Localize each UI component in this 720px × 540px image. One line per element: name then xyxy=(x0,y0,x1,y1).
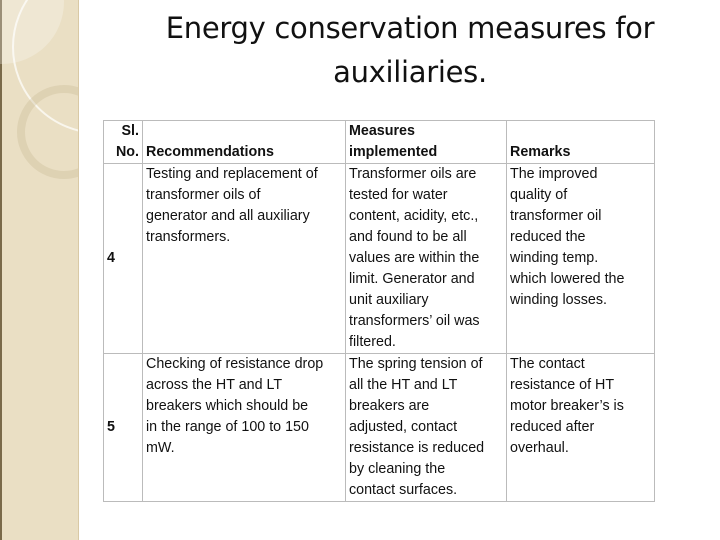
header-measures: Measures implemented xyxy=(346,121,507,164)
measures-cell: The spring tension of all the HT and LT breakers are adjusted, contact resistance is reduced by cleaning the contact surfaces. xyxy=(346,354,507,502)
table-header-row xyxy=(104,121,655,164)
remarks-cell: The contact resistance of HT motor breaker’s is reduced after overhaul. xyxy=(507,354,655,502)
recommendation-cell: Testing and replacement of transformer oils of generator and all auxiliary transformers. xyxy=(143,164,346,354)
decorative-side-strip xyxy=(0,0,79,540)
measures-cell: Transformer oils are tested for water content, acidity, etc., and found to be all values are within the limit. Generator and unit auxiliary transformers’ oil was filtered. xyxy=(346,164,507,354)
sl-no-cell: 4 xyxy=(104,164,143,354)
table-row xyxy=(104,164,655,354)
slide-title: Energy conservation measures for auxiliaries. xyxy=(165,11,655,89)
header-sl-no: Sl. No. xyxy=(104,121,143,164)
remarks-cell: The improved quality of transformer oil reduced the winding temp. which lowered the winding losses. xyxy=(507,164,655,354)
sl-no-cell: 5 xyxy=(104,354,143,502)
header-recommendations: Recommendations xyxy=(143,121,346,164)
table-row xyxy=(104,354,655,502)
recommendation-cell: Checking of resistance drop across the HT and LT breakers which should be in the range of 100 to 150 mW. xyxy=(143,354,346,502)
measures-table xyxy=(103,120,655,502)
decorative-ring xyxy=(17,85,79,179)
strip-edge xyxy=(0,0,2,540)
header-remarks: Remarks xyxy=(507,121,655,164)
